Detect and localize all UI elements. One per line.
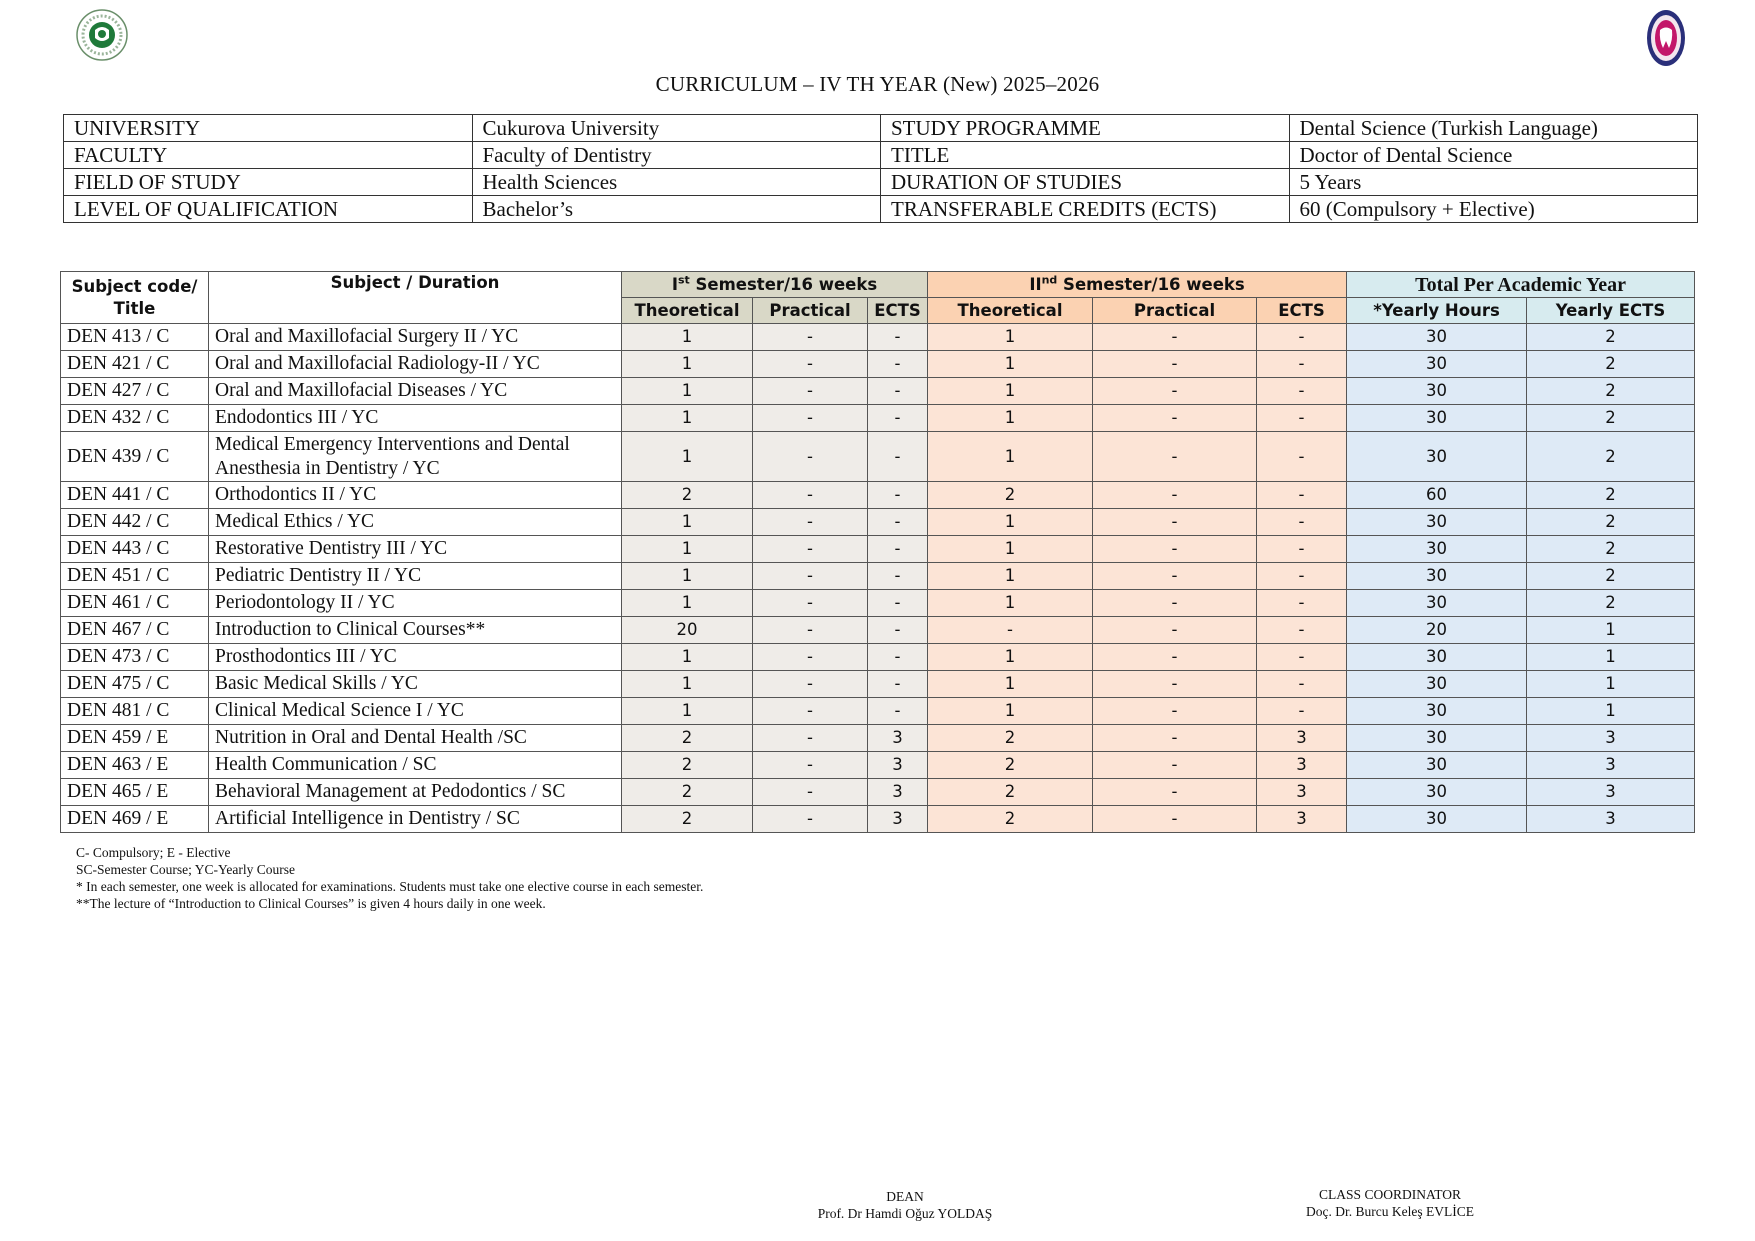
subject-name-cell: Orthodontics II / YC [209,482,622,509]
s2-theoretical-cell: 2 [928,752,1093,779]
s2-practical-cell: - [1093,324,1257,351]
s2-theoretical-cell: 1 [928,563,1093,590]
s2-practical-cell: - [1093,671,1257,698]
s2-practical-cell: - [1093,378,1257,405]
subject-code-cell: DEN 432 / C [61,405,209,432]
subject-code-cell: DEN 459 / E [61,725,209,752]
header-yearly-ects: Yearly ECTS [1527,298,1695,324]
yearly-hours-cell: 30 [1347,725,1527,752]
s2-ects-cell: - [1257,590,1347,617]
yearly-ects-cell: 2 [1527,351,1695,378]
dean-signature-block [760,1188,1050,1222]
subject-name-cell: Endodontics III / YC [209,405,622,432]
dean-name: Prof. Dr Hamdi Oğuz YOLDAŞ [817,1206,993,1221]
curriculum-table [60,271,1695,833]
s2-theoretical-cell: 1 [928,590,1093,617]
table-row [61,779,1695,806]
s2-practical-cell: - [1093,752,1257,779]
s1-theoretical-cell: 1 [622,563,753,590]
s2-ects-cell: - [1257,482,1347,509]
s1-theoretical-cell: 1 [622,590,753,617]
yearly-hours-cell: 30 [1347,671,1527,698]
s2-practical-cell: - [1093,536,1257,563]
s2-practical-cell: - [1093,698,1257,725]
s1-ects-cell: - [868,644,928,671]
s1-theoretical-cell: 2 [622,752,753,779]
s2-theoretical-cell: 2 [928,806,1093,833]
header-s1-practical: Practical [753,298,868,324]
info-label: DURATION OF STUDIES [881,169,1290,196]
s1-practical-cell: - [753,617,868,644]
s1-ects-cell: - [868,617,928,644]
s2-theoretical-cell: 2 [928,725,1093,752]
header-semester-2: IInd Semester/16 weeks [928,272,1347,298]
subject-name-cell: Behavioral Management at Pedodontics / SC [209,779,622,806]
s2-theoretical-cell: 1 [928,432,1093,482]
s1-practical-cell: - [753,378,868,405]
yearly-hours-cell: 30 [1347,351,1527,378]
s1-ects-cell: - [868,482,928,509]
s2-ects-cell: - [1257,405,1347,432]
info-value: Dental Science (Turkish Language) [1289,115,1698,142]
s1-theoretical-cell: 1 [622,644,753,671]
s2-practical-cell: - [1093,482,1257,509]
header-semester-1: Ist Semester/16 weeks [622,272,928,298]
subject-code-cell: DEN 451 / C [61,563,209,590]
subject-code-cell: DEN 439 / C [61,432,209,482]
coordinator-role: CLASS COORDINATOR [1319,1187,1461,1202]
s2-ects-cell: 3 [1257,725,1347,752]
subject-name-cell: Medical Emergency Interventions and Dental Anesthesia in Dentistry / YC [209,432,622,482]
coordinator-name: Doç. Dr. Burcu Keleş EVLİCE [1306,1204,1474,1219]
s1-ects-cell: - [868,432,928,482]
info-label: UNIVERSITY [64,115,473,142]
s1-ects-cell: - [868,378,928,405]
table-row [61,671,1695,698]
table-row [61,432,1695,482]
subject-name-cell: Medical Ethics / YC [209,509,622,536]
table-row [61,725,1695,752]
s2-practical-cell: - [1093,779,1257,806]
footnote: **The lecture of “Introduction to Clinical Courses” is given 4 hours daily in one week. [76,896,546,911]
table-row [61,806,1695,833]
yearly-hours-cell: 30 [1347,432,1527,482]
s2-ects-cell: - [1257,563,1347,590]
yearly-ects-cell: 2 [1527,590,1695,617]
s1-theoretical-cell: 1 [622,324,753,351]
s2-practical-cell: - [1093,509,1257,536]
s1-ects-cell: - [868,405,928,432]
info-value: 60 (Compulsory + Elective) [1289,196,1698,223]
header-s1-theoretical: Theoretical [622,298,753,324]
s1-theoretical-cell: 1 [622,351,753,378]
yearly-ects-cell: 2 [1527,378,1695,405]
s1-practical-cell: - [753,536,868,563]
yearly-ects-cell: 2 [1527,324,1695,351]
header-subject-duration: Subject / Duration [209,272,622,324]
subject-code-cell: DEN 461 / C [61,590,209,617]
s1-practical-cell: - [753,752,868,779]
subject-name-cell: Artificial Intelligence in Dentistry / SC [209,806,622,833]
yearly-ects-cell: 3 [1527,806,1695,833]
table-row [61,536,1695,563]
yearly-hours-cell: 30 [1347,590,1527,617]
s1-practical-cell: - [753,432,868,482]
table-row [61,351,1695,378]
subject-name-cell: Basic Medical Skills / YC [209,671,622,698]
table-row [61,378,1695,405]
info-label: LEVEL OF QUALIFICATION [64,196,473,223]
s2-theoretical-cell: 1 [928,536,1093,563]
s1-practical-cell: - [753,590,868,617]
s2-theoretical-cell: 2 [928,779,1093,806]
s1-theoretical-cell: 1 [622,698,753,725]
info-value: Faculty of Dentistry [472,142,881,169]
s1-theoretical-cell: 20 [622,617,753,644]
s1-theoretical-cell: 2 [622,725,753,752]
s1-practical-cell: - [753,509,868,536]
s2-practical-cell: - [1093,405,1257,432]
s2-ects-cell: 3 [1257,752,1347,779]
s2-theoretical-cell: 1 [928,644,1093,671]
subject-name-cell: Oral and Maxillofacial Radiology-II / YC [209,351,622,378]
header-s2-ects: ECTS [1257,298,1347,324]
s2-ects-cell: - [1257,324,1347,351]
s1-theoretical-cell: 1 [622,432,753,482]
subject-code-cell: DEN 442 / C [61,509,209,536]
subject-name-cell: Prosthodontics III / YC [209,644,622,671]
s1-ects-cell: 3 [868,806,928,833]
yearly-hours-cell: 30 [1347,405,1527,432]
info-row [64,196,1698,223]
info-value: Doctor of Dental Science [1289,142,1698,169]
subject-code-cell: DEN 441 / C [61,482,209,509]
yearly-ects-cell: 2 [1527,405,1695,432]
s2-ects-cell: - [1257,671,1347,698]
subject-code-cell: DEN 427 / C [61,378,209,405]
s2-practical-cell: - [1093,563,1257,590]
s1-practical-cell: - [753,698,868,725]
s1-theoretical-cell: 2 [622,806,753,833]
s1-practical-cell: - [753,563,868,590]
table-row [61,324,1695,351]
s1-ects-cell: 3 [868,752,928,779]
header-yearly-hours: *Yearly Hours [1347,298,1527,324]
s2-practical-cell: - [1093,351,1257,378]
yearly-ects-cell: 3 [1527,752,1695,779]
yearly-ects-cell: 2 [1527,563,1695,590]
subject-name-cell: Oral and Maxillofacial Diseases / YC [209,378,622,405]
info-value: 5 Years [1289,169,1698,196]
subject-name-cell: Pediatric Dentistry II / YC [209,563,622,590]
s1-practical-cell: - [753,324,868,351]
info-row [64,115,1698,142]
s1-ects-cell: - [868,671,928,698]
s1-ects-cell: - [868,509,928,536]
cukurova-university-seal-icon [75,8,129,62]
table-row [61,752,1695,779]
table-row [61,698,1695,725]
coordinator-signature-block [1240,1186,1540,1220]
s2-ects-cell: - [1257,617,1347,644]
s1-practical-cell: - [753,725,868,752]
dean-role: DEAN [886,1189,924,1204]
faculty-of-dentistry-emblem-icon [1645,8,1687,68]
s2-theoretical-cell: 2 [928,482,1093,509]
yearly-ects-cell: 2 [1527,432,1695,482]
s1-ects-cell: - [868,563,928,590]
subject-code-cell: DEN 413 / C [61,324,209,351]
subject-code-cell: DEN 421 / C [61,351,209,378]
table-row [61,590,1695,617]
yearly-ects-cell: 2 [1527,482,1695,509]
yearly-hours-cell: 30 [1347,779,1527,806]
yearly-hours-cell: 30 [1347,752,1527,779]
s1-theoretical-cell: 2 [622,482,753,509]
yearly-hours-cell: 30 [1347,378,1527,405]
subject-name-cell: Introduction to Clinical Courses** [209,617,622,644]
subject-code-cell: DEN 469 / E [61,806,209,833]
s1-theoretical-cell: 1 [622,509,753,536]
info-value: Health Sciences [472,169,881,196]
s1-practical-cell: - [753,351,868,378]
s1-practical-cell: - [753,405,868,432]
yearly-ects-cell: 3 [1527,779,1695,806]
footnotes [76,844,703,912]
footnote: * In each semester, one week is allocated for examinations. Students must take one elective course in each semester. [76,879,704,894]
s1-ects-cell: - [868,351,928,378]
s1-theoretical-cell: 1 [622,536,753,563]
s2-theoretical-cell: 1 [928,509,1093,536]
s1-ects-cell: - [868,324,928,351]
s1-practical-cell: - [753,779,868,806]
yearly-ects-cell: 1 [1527,671,1695,698]
s1-ects-cell: - [868,698,928,725]
s2-ects-cell: - [1257,509,1347,536]
page-title: CURRICULUM – IV TH YEAR (New) 2025–2026 [655,72,1100,96]
table-row [61,405,1695,432]
yearly-hours-cell: 30 [1347,536,1527,563]
footnote: SC-Semester Course; YC-Yearly Course [76,862,295,877]
yearly-ects-cell: 2 [1527,509,1695,536]
s2-theoretical-cell: 1 [928,378,1093,405]
header-s2-practical: Practical [1093,298,1257,324]
subject-name-cell: Nutrition in Oral and Dental Health /SC [209,725,622,752]
subject-code-cell: DEN 475 / C [61,671,209,698]
subject-name-cell: Oral and Maxillofacial Surgery II / YC [209,324,622,351]
s2-ects-cell: - [1257,536,1347,563]
s2-practical-cell: - [1093,806,1257,833]
subject-code-cell: DEN 463 / E [61,752,209,779]
s2-ects-cell: - [1257,378,1347,405]
info-label: FIELD OF STUDY [64,169,473,196]
yearly-ects-cell: 1 [1527,617,1695,644]
subject-code-cell: DEN 467 / C [61,617,209,644]
yearly-hours-cell: 20 [1347,617,1527,644]
footnote: C- Compulsory; E - Elective [76,845,231,860]
s1-ects-cell: 3 [868,725,928,752]
subject-code-cell: DEN 465 / E [61,779,209,806]
info-label: TRANSFERABLE CREDITS (ECTS) [881,196,1290,223]
s2-theoretical-cell: 1 [928,405,1093,432]
s1-practical-cell: - [753,482,868,509]
info-label: FACULTY [64,142,473,169]
subject-name-cell: Restorative Dentistry III / YC [209,536,622,563]
table-row [61,644,1695,671]
info-value: Cukurova University [472,115,881,142]
yearly-ects-cell: 1 [1527,698,1695,725]
yearly-hours-cell: 30 [1347,644,1527,671]
subject-name-cell: Clinical Medical Science I / YC [209,698,622,725]
s1-practical-cell: - [753,644,868,671]
s1-ects-cell: - [868,536,928,563]
subject-name-cell: Health Communication / SC [209,752,622,779]
s2-practical-cell: - [1093,725,1257,752]
s2-ects-cell: 3 [1257,779,1347,806]
yearly-hours-cell: 30 [1347,563,1527,590]
header-total-per-year: Total Per Academic Year [1347,272,1695,298]
s2-theoretical-cell: - [928,617,1093,644]
s2-ects-cell: 3 [1257,806,1347,833]
s1-theoretical-cell: 1 [622,378,753,405]
s2-ects-cell: - [1257,644,1347,671]
table-row [61,617,1695,644]
s2-practical-cell: - [1093,590,1257,617]
yearly-hours-cell: 30 [1347,806,1527,833]
s1-ects-cell: 3 [868,779,928,806]
s2-practical-cell: - [1093,432,1257,482]
info-row [64,142,1698,169]
header-s2-theoretical: Theoretical [928,298,1093,324]
subject-code-cell: DEN 481 / C [61,698,209,725]
yearly-hours-cell: 60 [1347,482,1527,509]
table-row [61,509,1695,536]
s2-ects-cell: - [1257,432,1347,482]
yearly-hours-cell: 30 [1347,698,1527,725]
s2-practical-cell: - [1093,617,1257,644]
yearly-hours-cell: 30 [1347,324,1527,351]
s1-practical-cell: - [753,671,868,698]
info-row [64,169,1698,196]
yearly-ects-cell: 2 [1527,536,1695,563]
subject-code-cell: DEN 473 / C [61,644,209,671]
header-subject-code: Subject code/ Title [61,272,209,324]
table-row [61,563,1695,590]
s2-ects-cell: - [1257,698,1347,725]
info-value: Bachelor’s [472,196,881,223]
s1-theoretical-cell: 1 [622,671,753,698]
info-label: STUDY PROGRAMME [881,115,1290,142]
s1-theoretical-cell: 1 [622,405,753,432]
subject-name-cell: Periodontology II / YC [209,590,622,617]
yearly-ects-cell: 3 [1527,725,1695,752]
s2-theoretical-cell: 1 [928,324,1093,351]
info-label: TITLE [881,142,1290,169]
s2-theoretical-cell: 1 [928,671,1093,698]
header-s1-ects: ECTS [868,298,928,324]
s2-theoretical-cell: 1 [928,698,1093,725]
table-row [61,482,1695,509]
s2-theoretical-cell: 1 [928,351,1093,378]
s1-practical-cell: - [753,806,868,833]
s2-practical-cell: - [1093,644,1257,671]
s1-ects-cell: - [868,590,928,617]
subject-code-cell: DEN 443 / C [61,536,209,563]
s2-ects-cell: - [1257,351,1347,378]
s1-theoretical-cell: 2 [622,779,753,806]
yearly-hours-cell: 30 [1347,509,1527,536]
yearly-ects-cell: 1 [1527,644,1695,671]
programme-info-table [63,114,1698,223]
